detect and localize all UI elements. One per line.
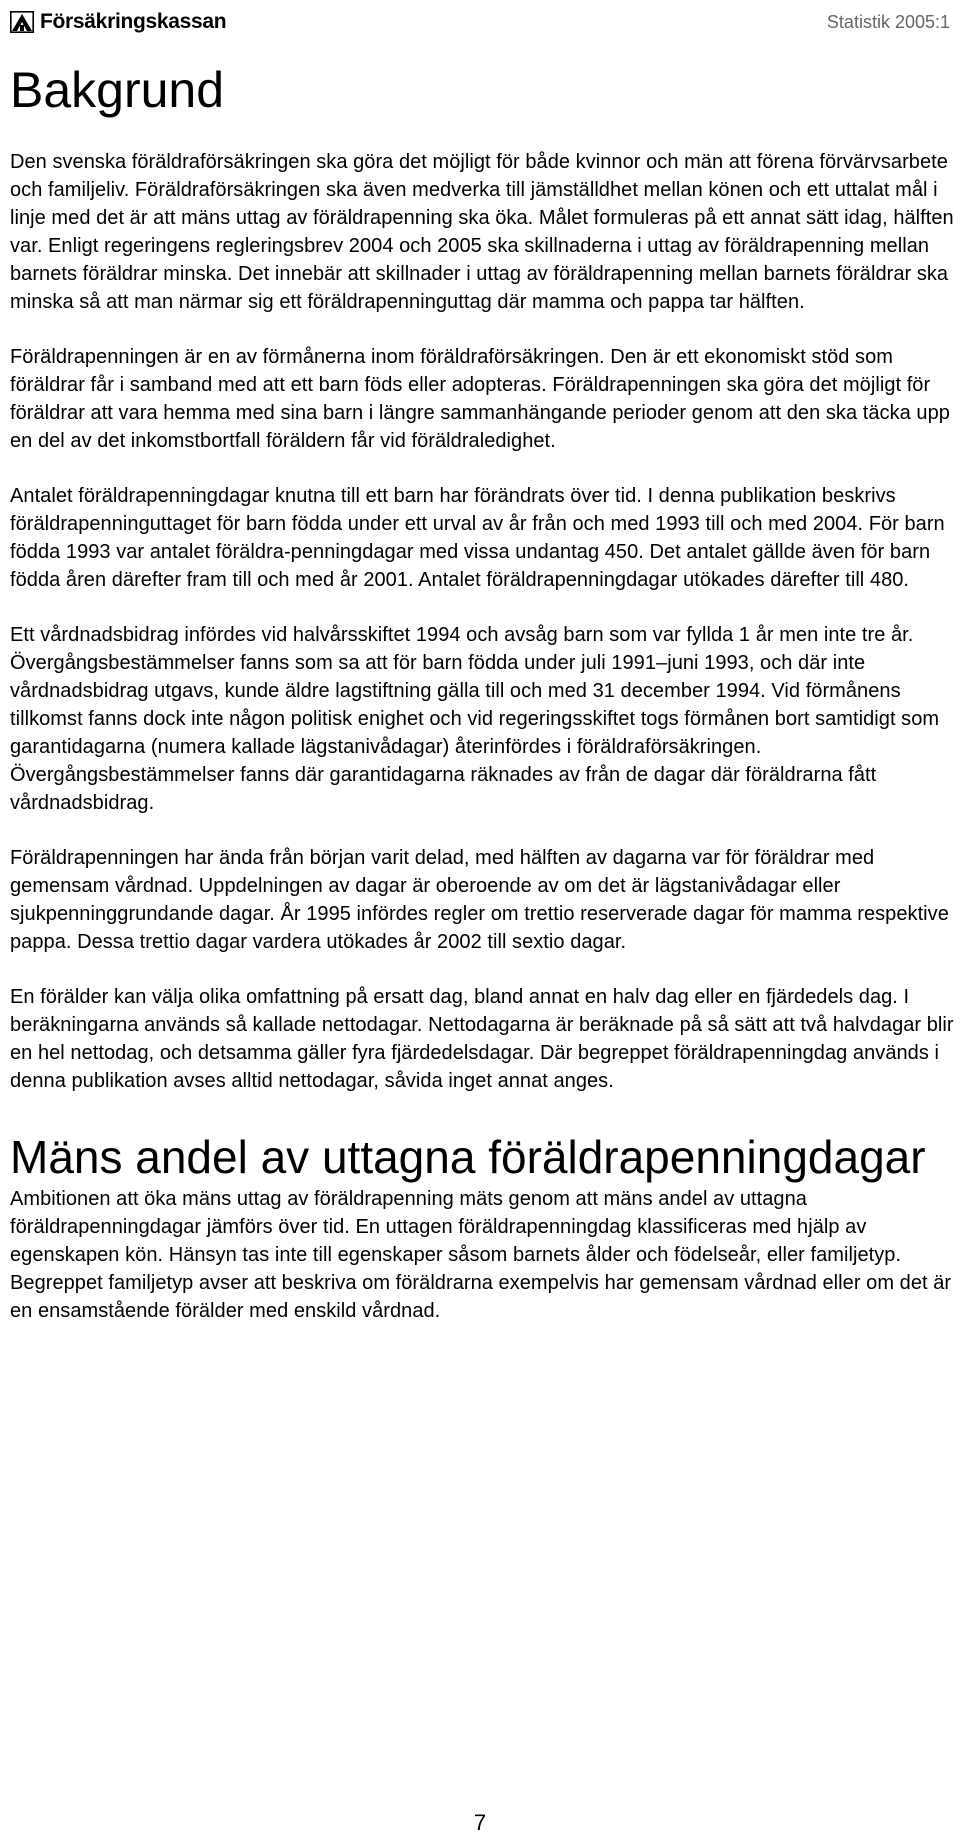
forsakringskassan-logo-icon <box>10 11 34 33</box>
logo-text: Försäkringskassan <box>40 10 227 33</box>
paragraph: Ambitionen att öka mäns uttag av föräldrapenning mäts genom att mäns andel av uttagna föräldrapenningdagar jämförs över tid. En uttagen föräldrapenningdag klassificeras med hjälp av egenskapen kön. Hänsyn tas inte till egenskaper såsom barnets ålder och födelseår, eller familjetyp. Begreppet familjetyp avser att beskriva om föräldrarna exempelvis har gemensam vårdnad eller om det är en ensamstående förälder med enskild vårdnad. <box>10 1188 952 1322</box>
document-body <box>10 52 955 1325</box>
paragraph: Den svenska föräldraförsäkringen ska göra det möjligt för både kvinnor och män att förena förvärvsarbete och familjeliv. Föräldraförsäkringen ska även medverka till jämställdhet mellan könen och ett uttalat mål i linje med det är att mäns uttag av föräldrapenning ska öka. Målet formuleras på ett annat sätt idag, hälften var. Enligt regeringens regleringsbrev 2004 och 2005 ska skillnaderna i uttag av föräldrapenning mellan barnets föräldrar minska. Det innebär att skillnader i uttag av föräldrapenning mellan barnets föräldrar ska minska så att man närmar sig ett föräldrapenninguttag där mamma och pappa tar hälften. <box>10 151 954 313</box>
report-id: Statistik 2005:1 <box>826 11 950 32</box>
paragraph: Föräldrapenningen har ända från början varit delad, med hälften av dagarna var för föräldrar med gemensam vårdnad. Uppdelningen av dagar är oberoende av om det är lägstanivådagar eller sjukpenninggrundande dagar. År 1995 infördes regler om trettio reserverade dagar för mamma respektive pappa. Dessa trettio dagar vardera utökades år 2002 till sextio dagar. <box>10 847 949 953</box>
paragraph: Föräldrapenningen är en av förmånerna inom föräldraförsäkringen. Den är ett ekonomiskt stöd som föräldrar får i samband med att ett barn föds eller adopteras. Föräldrapenningen ska göra det möjligt för föräldrar att vara hemma med sina barn i längre sammanhängande perioder genom att den ska täcka upp en del av det inkomstbortfall föräldern får vid föräldraledighet. <box>10 346 950 452</box>
page-number-text: 7 <box>473 1810 487 1835</box>
heading-mans-andel: Mäns andel av uttagna föräldrapenningdagar <box>10 1131 926 1183</box>
paragraph: Ett vårdnadsbidrag infördes vid halvårsskiftet 1994 och avsåg barn som var fyllda 1 år men inte tre år. Övergångsbestämmelser fanns som sa att för barn födda under juli 1991–juni 1993, och där inte vårdnadsbidrag utgavs, kunde äldre lagstiftning gälla till och med 31 december 1994. Vid förmånens tillkomst fanns dock inte någon politisk enighet och vid regeringsskiftet togs förmånen bort samtidigt som garantidagarna (numera kallade lägstanivådagar) återinfördes i föräldraförsäkringen. Övergångsbestämmelser fanns där garantidagarna räknades av från de dagar där föräldrarna fått vårdnadsbidrag. <box>10 624 940 814</box>
paragraph: Antalet föräldrapenningdagar knutna till ett barn har förändrats över tid. I denna publikation beskrivs föräldrapenninguttaget för barn födda under ett urval av år från och med 1993 till och med 2004. För barn födda 1993 var antalet föräldra-penningdagar med vissa undantag 450. Det antalet gällde även för barn födda åren därefter fram till och med år 2001. Antalet föräldrapenningdagar utökades därefter till 480. <box>10 485 945 591</box>
page-header <box>10 8 950 36</box>
logo <box>10 10 226 34</box>
heading-bakgrund: Bakgrund <box>10 62 225 118</box>
paragraph: En förälder kan välja olika omfattning på ersatt dag, bland annat en halv dag eller en fjärdedels dag. I beräkningarna används så kallade nettodagar. Nettodagarna är beräknade på så sätt att två halvdagar blir en hel nettodag, och detsamma gäller fyra fjärdedelsdagar. Där begreppet föräldrapenningdag används i denna publikation avses alltid nettodagar, såvida inget annat anges. <box>10 986 954 1092</box>
page-number <box>0 1810 960 1836</box>
